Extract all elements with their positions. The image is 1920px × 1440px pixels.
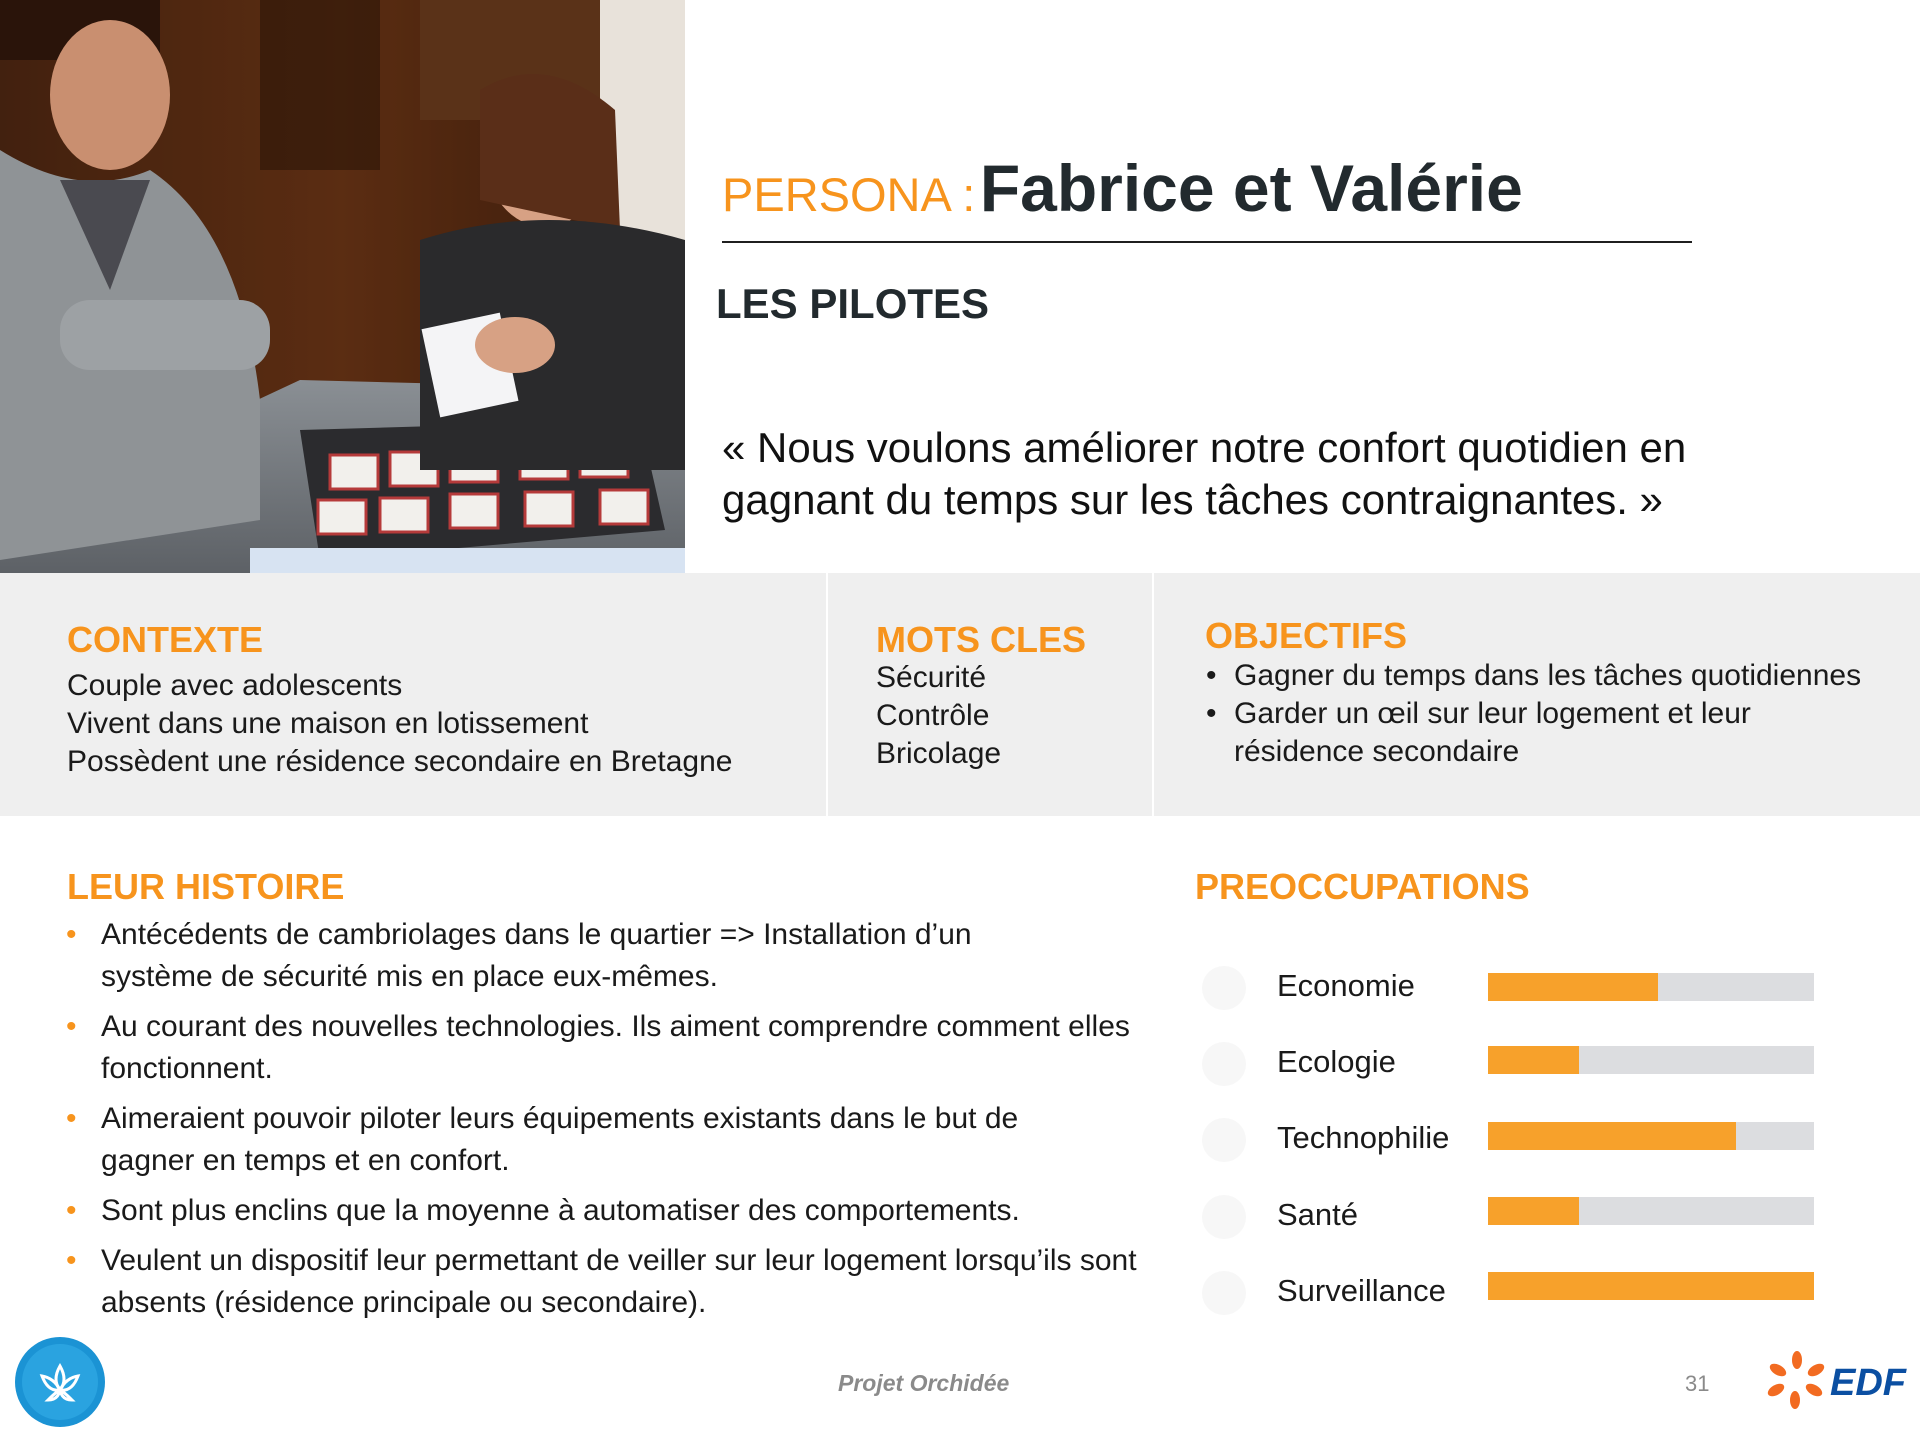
sante-icon	[1202, 1195, 1246, 1239]
contexte-section	[67, 619, 732, 781]
contexte-line: Couple avec adolescents	[67, 669, 403, 702]
contexte-lines	[67, 667, 732, 781]
contexte-line: Vivent dans une maison en lotissement	[67, 707, 589, 740]
preoccupation-label: Surveillance	[1277, 1273, 1446, 1308]
objectifs-section	[1205, 615, 1905, 771]
preoccupation-bar-fill	[1488, 1122, 1736, 1150]
histoire-item: • Aimeraient pouvoir piloter leurs équipements existants dans le but de gagner en temps et en confort.	[67, 1098, 1101, 1182]
preoccupation-bar	[1488, 1272, 1814, 1300]
mots-cles-title: MOTS CLES	[876, 619, 1087, 660]
preoccupation-bar-fill	[1488, 1046, 1579, 1074]
quote-line: « Nous voulons améliorer notre confort quotidien en	[722, 424, 1687, 471]
histoire-item: • Au courant des nouvelles technologies. Ils aiment comprendre comment elles fonctionnent.	[67, 1006, 1141, 1090]
page-number: 31	[1685, 1371, 1710, 1396]
preoccupation-bar-fill	[1488, 973, 1658, 1001]
histoire-item: • Antécédents de cambriolages dans le quartier => Installation d’un système de sécurité mis en place eux-mêmes.	[67, 914, 1081, 998]
contexte-line: Possèdent une résidence secondaire en Bretagne	[67, 745, 733, 778]
surveillance-icon	[1202, 1271, 1246, 1315]
preoccupation-label: Economie	[1277, 968, 1415, 1003]
band-divider	[826, 573, 828, 816]
band-divider	[1152, 573, 1154, 816]
preoccupation-label: Santé	[1277, 1197, 1359, 1232]
histoire-section	[67, 866, 1137, 1332]
footer-project: Projet Orchidée	[838, 1370, 1010, 1396]
contexte-title: CONTEXTE	[67, 619, 264, 660]
persona-name: Fabrice et Valérie	[979, 151, 1523, 225]
quote-line: gagnant du temps sur les tâches contraignantes. »	[722, 476, 1663, 523]
preoccupation-label: Ecologie	[1277, 1044, 1396, 1079]
preoccupation-bar-fill	[1488, 1272, 1814, 1300]
mots-cles-list	[876, 659, 1086, 773]
persona-photo	[0, 0, 685, 573]
mot-cle: Sécurité	[876, 661, 987, 694]
orchid-logo-icon	[14, 1336, 106, 1428]
preoccupation-bar	[1488, 1046, 1814, 1074]
mot-cle: Bricolage	[876, 737, 1002, 770]
objectif-item: • Garder un œil sur leur logement et leur résidence secondaire	[1205, 695, 1794, 771]
persona-prefix: PERSONA :	[722, 168, 976, 221]
economie-icon	[1202, 966, 1246, 1010]
histoire-item: • Sont plus enclins que la moyenne à automatiser des comportements.	[67, 1190, 1137, 1232]
preoccupation-bar-fill	[1488, 1197, 1579, 1225]
preoccupation-bar	[1488, 973, 1814, 1001]
mots-cles-section	[876, 619, 1086, 773]
objectifs-title: OBJECTIFS	[1205, 615, 1408, 656]
preoccupation-bar	[1488, 1197, 1814, 1225]
edf-wordmark: EDF	[1830, 1362, 1906, 1404]
persona-title	[722, 150, 1523, 226]
histoire-item: • Veulent un dispositif leur permettant de veiller sur leur logement lorsqu’ils sont absents (résidence principale ou secondaire).	[67, 1240, 1137, 1324]
ecologie-icon	[1202, 1042, 1246, 1086]
preoccupations-title: PREOCCUPATIONS	[1195, 866, 1530, 907]
mot-cle: Contrôle	[876, 699, 990, 732]
objectif-item: • Gagner du temps dans les tâches quotidiennes	[1205, 657, 1905, 695]
technophilie-icon	[1202, 1118, 1246, 1162]
preoccupation-label: Technophilie	[1277, 1120, 1450, 1155]
histoire-title: LEUR HISTOIRE	[67, 866, 345, 907]
persona-subtitle: LES PILOTES	[716, 280, 990, 327]
preoccupation-bar	[1488, 1122, 1814, 1150]
objectifs-list	[1205, 657, 1905, 771]
persona-quote	[722, 422, 1722, 526]
histoire-list	[67, 914, 1137, 1324]
title-divider	[722, 241, 1692, 243]
